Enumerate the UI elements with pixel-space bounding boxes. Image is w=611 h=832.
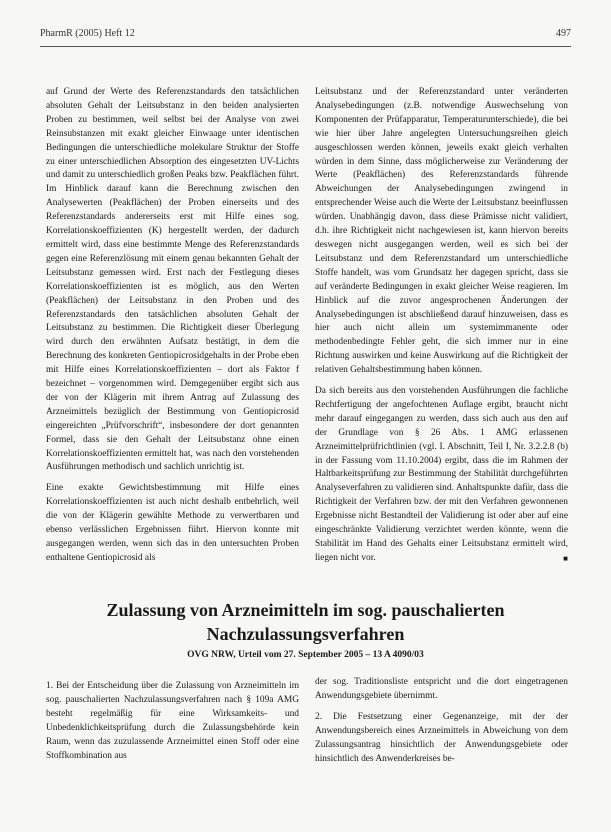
left-column-top (46, 86, 299, 566)
headnote-2: 2. Die Festsetzung einer Gegenanzeige, mit der der Anwendungsbereich eines Arzneimittels in Abweichung von dem Zulassungsantrag hinsichtlich der Anwendungsgebiete oder hinsichtlich des Anwenderkreises be- (315, 711, 568, 764)
end-of-article-mark: ■ (563, 553, 568, 563)
paragraph-text: Da sich bereits aus den vorstehenden Ausführungen die fachliche Rechtfertigung der angefochtenen Auflage ergibt, braucht nicht mehr darauf eingegangen zu werden, dass sich auch aus den auf der Grundlage von § 26 Abs. 1 AMG erlassenen Arzneimittelprüfrichtlinien (vgl. I. Abschnitt, Teil I, Nr. 3.2.2.8 (b) in der Fassung vom 11.10.2004) ergibt, dass die im Rahmen der Haltbarkeitsprüfung zur Bestimmung der Stabilität durchgeführten Analyseverfahren zu validieren sind. Anhaltspunkte dafür, dass die Richtigkeit der Verfahren bzw. der mit den Verfahren gewonnenen Ergebnisse nicht Bestandteil der Validierung ist oder aber auf eine eingeschränkte Validierung verzichtet werden könnte, wenn die Stabilität im Hand des Gehalts einer Leitsubstanz ermittelt wird, liegen nicht vor. (315, 386, 568, 563)
paragraph: Leitsubstanz und der Referenzstandard unter veränderten Analysebedingungen (z.B. notwendige Auswechselung von Komponenten der Prüfapparatur, Temperaturunterschiede), die bei wie hier über Jahre angelegten Untersuchungsreihen gleich ausgeschlossen werden können, jeweils exakt gleich verhalten würden in dem Sinne, dass möglicherweise zur Veränderung der Werte (Peakflächen) des Referenzstandards führende Abweichungen der Analysebedingungen zwingend in entsprechender Weise auch die Werte der Leitsubstanz beeinflussen würden. Unabhängig davon, dass diese Prämisse nicht validiert, d.h. ihre Richtigkeit nicht nachgewiesen ist, kann hiervon bereits deswegen nicht ausgegangen werden, weil es sich bei der Leitsubstanz und dem Referenzstandard um unterschiedliche Stoffe handelt, was vom Grundsatz her dagegen spricht, dass sie auf veränderte Bedingungen in exakt gleicher Weise reagieren. Im Hinblick auf die zuvor angesprochenen Änderungen der Analysebedingungen ist abschließend darauf hinzuweisen, dass es hier auch nicht allein um systemimmanente oder methodenbedingte Fehler geht, die sich immer nur in eine Richtung auswirken und keine Auswirkung auf die Richtigkeit der relativen Gehaltsbestimmung haben können. (315, 87, 568, 376)
court-decision-line: OVG NRW, Urteil vom 27. September 2005 – 13 A 4090/03 (187, 650, 424, 660)
headnote-1-continued: der sog. Traditionsliste entspricht und die dort eingetragenen Anwendungsgebiete übernimmt. (315, 677, 568, 701)
paragraph: Eine exakte Gewichtsbestimmung mit Hilfe eines Korrelationskoeffizienten ist auch nicht deshalb entbehrlich, weil die von der Klägerin gewählte Methode zu verwertbaren und ebenso verlässlichen Ergebnissen führt. Hiervon konnte mit ausgegangen werden, wenn sich das in den untersuchten Proben enthaltene Gentiopicrosid als (46, 483, 299, 563)
right-column-top (315, 86, 568, 566)
article-title: Zulassung von Arzneimitteln im sog. pauschalierten Nachzulassungsverfahren (106, 600, 505, 644)
left-column-bottom (46, 680, 299, 763)
paragraph (315, 385, 568, 566)
right-column-bottom (315, 676, 568, 766)
header-rule (40, 46, 571, 47)
headnote-1: 1. Bei der Entscheidung über die Zulassung von Arzneimitteln im sog. pauschalierten Nachzulassungsverfahren nach § 109a AMG besteht regelmäßig für eine Wirksamkeits- und Unbedenklichkeitsprüfung durch die Zulassungsbehörde kein Raum, wenn das zuzulassende Arzneimittel einen Stoff oder eine Stoffkombination aus (46, 681, 299, 761)
journal-reference: PharmR (2005) Heft 12 (40, 28, 135, 39)
page-number: 497 (556, 28, 571, 39)
running-head (40, 28, 571, 39)
paragraph: auf Grund der Werte des Referenzstandards den tatsächlichen absoluten Gehalt der Leitsubstanz in den beiden analysierten Proben zu bestimmen, weil selbst bei der Analyse von zwei Reinsubstanzen mit exakt gleicher Einwaage unter identischen Bedingungen die unterschiedliche molekulare Struktur der Stoffe zu einer unterschiedlichen Absorption des eingesetzten UV-Lichts und damit zu unterschiedlich großen Peaks bzw. Peakflächen führt. Im Hinblick darauf kann die Berechnung zwischen den Analysewerten (Peakflächen) der Proben einerseits und des Referenzstandards andererseits erst mit Hilfe eines sog. Korrelationskoeffizienten (K) hergestellt werden, der dadurch ermittelt wird, dass eine bestimmte Menge des Referenzstandards gegen eine Referenzlösung mit einem genau bekannten Gehalt der Leitsubstanz gemessen wird. Erst nach der Festlegung dieses Korrelationskoeffizienten ist es möglich, aus den Werten (Peakflächen) der Leitsubstanz in den Proben und des Referenzstandards den tatsächlichen absoluten Gehalt der Leitsubstanz zu bestimmen. Die Richtigkeit dieser Überlegung wird durch den erwähnten Aufsatz bestätigt, in dem die Berechnung des konkreten Gentiopicrosidgehalts in der Probe eben mit Hilfe eines Korrelationskoeffizienten – dort als Faktor f bezeichnet – vorgenommen wird. Demgegenüber ergibt sich aus der von der Klägerin mit ihrem Antrag auf Zulassung des Arzneimittels bezüglich der Bestimmung von Gentiopicrosid eingereichten „Prüfvorschrift“, insbesondere der dort genannten Formel, dass sie den Gehalt der Leitsubstanz ohne einen Korrelationskoeffizienten ermittelt hat, was nach den vorstehenden Ausführungen methodisch und sachlich unrichtig ist. (46, 87, 299, 473)
